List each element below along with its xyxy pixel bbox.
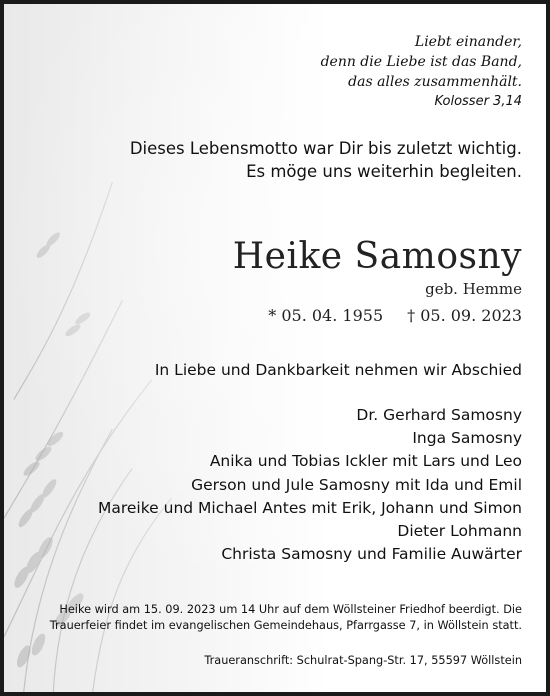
verse-reference: Kolosser 3,14 — [434, 94, 522, 109]
mourner-name: Christa Samosny und Familie Auwärter — [221, 545, 522, 564]
mourner-name: Dieter Lohmann — [397, 522, 522, 541]
motto-line: Es möge uns weiterhin begleiten. — [246, 162, 522, 181]
mourning-address: Traueranschrift: Schulrat-Spang-Str. 17, 55597 Wöllstein — [204, 654, 522, 667]
mourner-name: Gerson und Jule Samosny mit Ida und Emil — [191, 475, 522, 494]
life-dates — [268, 306, 522, 325]
funeral-info-line: Heike wird am 15. 09. 2023 um 14 Uhr auf dem Wöllsteiner Friedhof beerdigt. Die — [59, 603, 522, 616]
motto-line: Dieses Lebensmotto war Dir bis zuletzt wichtig. — [129, 139, 522, 158]
funeral-info — [50, 602, 522, 634]
mourners-list — [98, 404, 522, 566]
mourner-name: Anika und Tobias Ickler mit Lars und Leo — [209, 452, 522, 471]
verse-line: denn die Liebe ist das Band, — [320, 54, 522, 70]
death-date: † 05. 09. 2023 — [407, 306, 522, 325]
funeral-info-line: Trauerfeier findet im evangelischen Gemeindehaus, Pfarrgasse 7, in Wöllstein statt. — [49, 619, 522, 632]
mourner-name: Dr. Gerhard Samosny — [356, 406, 522, 424]
birth-name: geb. Hemme — [425, 280, 522, 298]
verse-block — [321, 32, 522, 112]
motto-block — [130, 137, 522, 183]
birth-date: * 05. 04. 1955 — [268, 306, 384, 325]
deceased-name: Heike Samosny — [232, 236, 522, 277]
mourner-name: Mareike und Michael Antes mit Erik, Johann und Simon — [97, 498, 522, 517]
farewell-line: In Liebe und Dankbarkeit nehmen wir Abschied — [154, 361, 522, 379]
mourner-name: Inga Samosny — [412, 429, 522, 448]
verse-line: Liebt einander, — [414, 34, 522, 50]
verse-line: das alles zusammenhält. — [348, 74, 522, 90]
